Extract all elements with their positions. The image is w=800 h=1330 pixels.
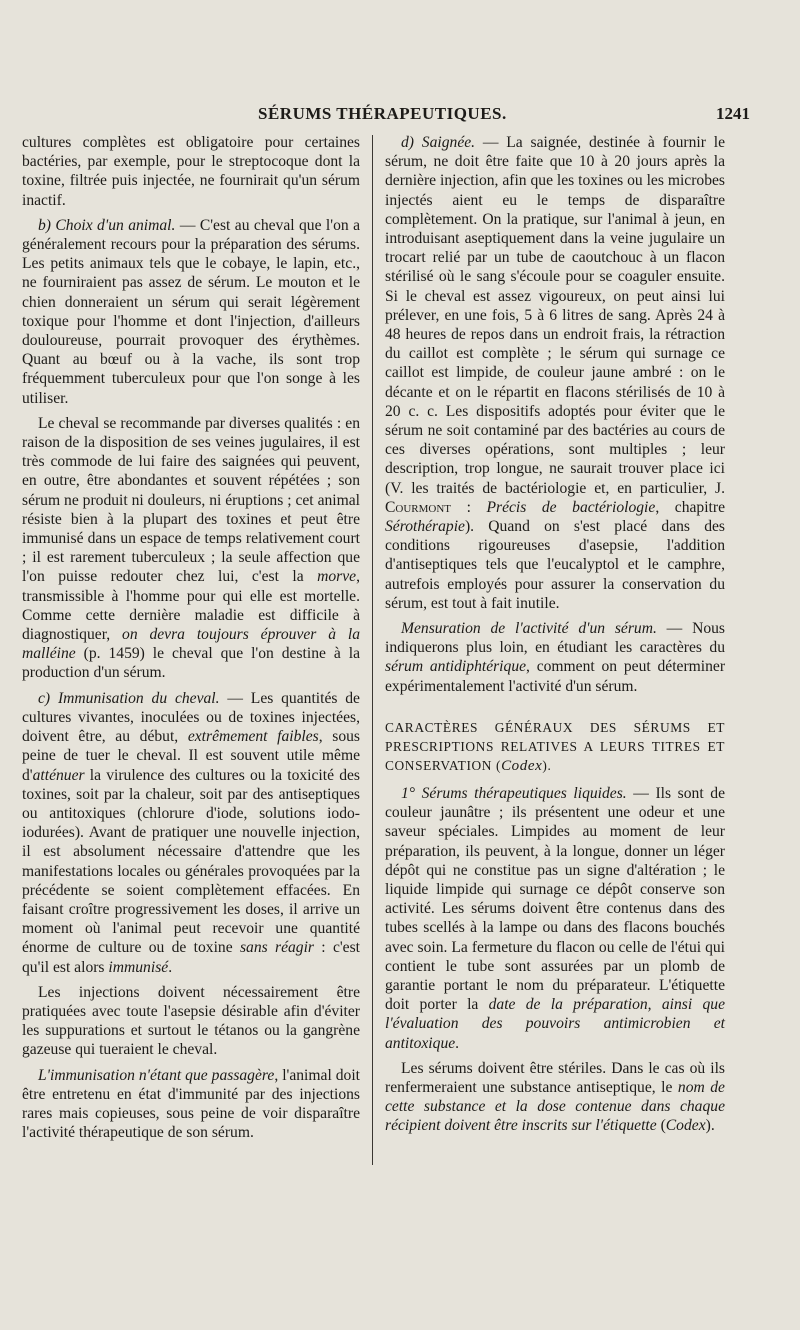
paragraph	[22, 1066, 360, 1143]
emphasis-text: date de la préparation, ainsi que l'évaluation des pouvoirs antimicrobien et antitoxique	[385, 996, 725, 1052]
paragraph-text: — Nous indiquerons plus loin, en étudiant les caractères du	[385, 620, 725, 657]
paragraph-text: — Ils sont de couleur jaunâtre ; ils présentent une odeur et une saveur spéciales. Limpides au moment de leur préparation, ils peuvent, à la longue, donner un léger dépôt qui ne constitue pas un signe d'altération ; le liquide limpide qui surnage ce dépôt conserve son activité. Les sérums doivent être contenus dans des tubes scellés à la lampe ou dans des flacons bouchés avec soin. La fermeture du flacon ou celle de l'étui qui contient le tube sont assurées par un plomb de garantie portant le nom du préparateur. L'étiquette doit porter la	[385, 784, 725, 1014]
paragraph-text: , l'animal doit être entretenu en état d'immunité par des injections rares mais copieuses, sous peine de voir disparaître l'activité thérapeutique de son sérum.	[22, 1066, 361, 1142]
paragraph	[385, 784, 725, 1053]
section-heading-text: CARACTÈRES GÉNÉRAUX DES SÉRUMS ET PRESCRIPTIONS RELATIVES A LEURS TITRES ET CONSERVATION (	[385, 719, 725, 773]
paragraph-text: .	[168, 958, 173, 976]
subsection-title: Mensuration de l'activité d'un sérum.	[401, 620, 657, 638]
codex-reference: Codex	[665, 1117, 706, 1135]
paragraph-text: — La saignée, destinée à fournir le sérum, ne doit être faite que 10 à 20 jours après la dernière injection, afin que les toxines ou les microbes injectés aient eu le temps de disparaître complètement. On la pratique, sur l'animal à jeun, en introduisant aseptiquement dans la veine jugulaire un trocart relié par un tube de caoutchouc à un flacon stérilisé où le sang s'écoule pour se coaguler ensuite. Si le cheval est assez vigoureux, on peut ainsi lui prélever, en une fois, 5 à 6 litres de sang. Après 24 à 48 heures de repos dans un endroit frais, la rétraction du caillot est complète ; le sérum qui surnage ce caillot est limpide, de couleur jaune ambré : on le décante et on le répartit en flacons stérilisés de 10 à 20 c. c. Les dispositifs adoptés pour éviter que le sérum ne soit contaminé par des bactéries au cours de ces diverses opérations, sont multiples ; leur description, trop longue, ne saurait trouver place ici (V. les traités de bactériologie et, en particulier, J.	[385, 134, 725, 497]
paragraph	[385, 133, 725, 613]
emphasis-text: nom de cette substance et la dose contenue dans chaque récipient doivent être inscrits sur l'étiquette	[385, 1078, 725, 1135]
running-head	[0, 104, 800, 130]
paragraph-text: , comment on peut déterminer expérimentalement l'activité d'un sérum.	[385, 658, 726, 695]
running-title: SÉRUMS THÉRAPEUTIQUES.	[258, 104, 507, 123]
paragraph	[22, 983, 360, 1060]
paragraph-text: cultures complètes est obligatoire pour certaines bactéries, par exemple, pour le streptocoque dont la toxine, filtrée puis injectée, ne fournirait qu'un sérum inactif.	[22, 134, 360, 209]
subsection-title: c) Immunisation du cheval.	[38, 689, 220, 707]
subsection-title: d) Saignée.	[401, 134, 476, 151]
paragraph-text: — C'est au cheval que l'on a généralement recours pour la préparation des sérums. Les petits animaux tels que le cobaye, le lapin, etc., ne fourniraient pas assez de sérum. Le mouton et le chien donneraient un sérum qui serait légèrement toxique pour l'homme et dont l'injection, d'ailleurs douloureuse, pourrait provoquer des érythèmes. Quant au bœuf ou à la vache, ils sont trop fréquemment tuberculeux pour que l'on songe à les utiliser.	[22, 216, 361, 407]
paragraph-text: — Les quantités de cultures vivantes, inoculées ou de toxines injectées, doivent être, au début,	[22, 689, 360, 746]
paragraph	[22, 133, 360, 210]
chapter-title: Sérothérapie	[385, 518, 465, 536]
subsection-title: b) Choix d'un animal.	[38, 216, 176, 234]
paragraph	[22, 414, 360, 683]
paragraph-text: ).	[705, 1117, 715, 1135]
paragraph-text: : c'est qu'il est alors	[22, 939, 360, 976]
section-heading-codex: Codex	[501, 757, 543, 774]
paragraph-text: , sous peine de tuer le cheval. Il est souvent utile même d'	[22, 728, 360, 784]
paragraph	[22, 689, 360, 977]
paragraph-text: , transmissible à l'homme pour qui elle est mortelle. Comme cette dernière maladie est difficile à diagnostiquer,	[22, 568, 360, 644]
right-column	[385, 133, 725, 1142]
column-divider	[372, 135, 373, 1165]
paragraph-text: (p. 1459) le cheval que l'on destine à la production d'un sérum.	[22, 645, 360, 682]
book-title: Précis de bactériologie	[486, 498, 656, 516]
paragraph-text: .	[455, 1034, 460, 1052]
emphasis-text: sérum antidiphtérique	[385, 658, 527, 676]
paragraph-text: la virulence des cultures ou la toxicité des toxines, soit par la chaleur, soit par des antiseptiques ou antitoxiques (chlorure d'iode, solutions iodo-iodurées). Avant de pratiquer une nouvelle injection, il est absolument nécessaire d'attendre que les manifestations locales ou générales provoquées par la précédente se soient complètement effacées. En faisant croître progressivement les doses, il arrive un moment où l'animal peut recevoir une quantité énorme de culture ou de toxine	[22, 766, 360, 957]
paragraph	[385, 1059, 725, 1136]
left-column	[22, 133, 360, 1148]
emphasis-text: on devra toujours éprouver à la malléine	[22, 626, 360, 663]
section-heading-close: ).	[542, 757, 552, 773]
page-number: 1241	[716, 104, 750, 123]
section-heading	[385, 718, 725, 776]
emphasis-text: extrêmement faibles	[187, 728, 319, 746]
paragraph-text: Les sérums doivent être stériles. Dans le cas où ils renfermeraient une substance antiseptique, le	[385, 1059, 725, 1096]
paragraph-text: (	[656, 1117, 666, 1135]
emphasis-text: morve	[317, 568, 357, 586]
paragraph-text: , chapitre	[655, 498, 726, 516]
paragraph-text: :	[451, 498, 487, 516]
paragraph	[385, 619, 725, 696]
paragraph-text: ). Quand on s'est placé dans des conditions rigoureuses d'asepsie, l'addition d'antiseptiques tels que l'eucalyptol et le camphre, autrefois employés pour assurer la conservation du sérum, est tout à fait inutile.	[385, 518, 725, 612]
paragraph	[22, 216, 360, 408]
paragraph-text: Les injections doivent nécessairement être pratiquées avec toute l'asepsie désirable afin d'éviter les suppurations et surtout le tétanos ou la gangrène gazeuse qui tueraient le cheval.	[22, 983, 360, 1059]
author-name: Courmont	[385, 498, 452, 516]
emphasis-text: L'immunisation n'étant que passagère	[38, 1066, 275, 1084]
paragraph-text: Le cheval se recommande par diverses qualités : en raison de la disposition de ses veines jugulaires, il est très commode de lui faire des saignées qui peuvent, en outre, être abondantes et souvent répétées ; son sérum ne produit ni douleurs, ni éruptions ; cet animal résiste bien à la plupart des toxines et peut être immunisé dans un espace de temps relativement court ; il est rarement tuberculeux ; la seule affection que l'on puisse redouter chez lui, c'est la	[22, 414, 360, 586]
emphasis-text: atténuer	[32, 766, 85, 784]
subsection-title: 1° Sérums thérapeutiques liquides.	[401, 784, 627, 802]
emphasis-text: immunisé	[108, 958, 169, 976]
emphasis-text: sans réagir	[239, 939, 314, 957]
